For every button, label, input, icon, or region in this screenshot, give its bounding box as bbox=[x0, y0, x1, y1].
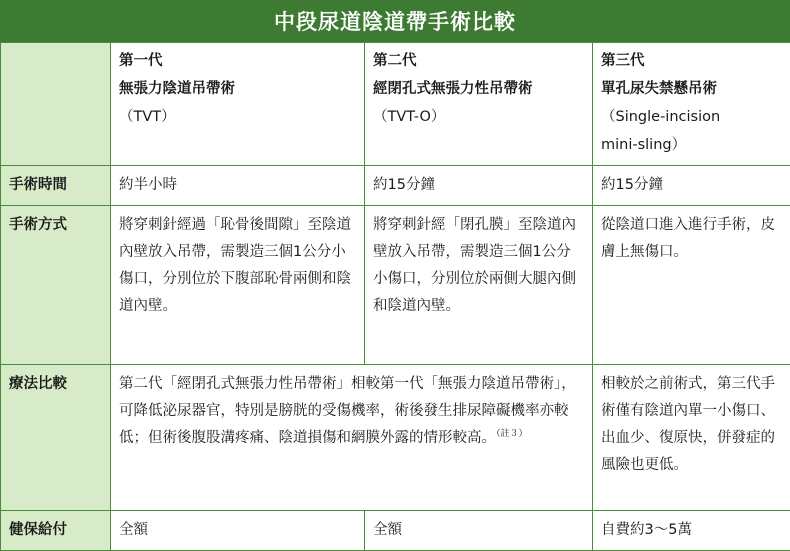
insurance-gen3: 自費約3～5萬 bbox=[593, 511, 790, 551]
time-gen3: 約15分鐘 bbox=[593, 166, 790, 206]
gen3-abbr: （Single-incision bbox=[601, 103, 782, 131]
gen3-abbr-line2: mini-sling） bbox=[601, 131, 782, 159]
time-gen2: 約15分鐘 bbox=[365, 166, 593, 206]
table-title: 中段尿道陰道帶手術比較 bbox=[0, 0, 790, 42]
gen3-name: 單孔尿失禁懸吊術 bbox=[601, 75, 782, 103]
table-row bbox=[1, 206, 790, 365]
method-gen1: 將穿刺針經過「恥骨後間隙」至陰道內壁放入吊帶，需製造三個1公分小傷口，分別位於下腹部恥骨兩側和陰道內壁。 bbox=[111, 206, 365, 365]
row-label-compare: 療法比較 bbox=[1, 365, 111, 511]
row-label-method: 手術方式 bbox=[1, 206, 111, 365]
gen1-label: 第一代 bbox=[119, 47, 356, 75]
header-row bbox=[1, 43, 790, 166]
compare-gen3: 相較於之前術式，第三代手術僅有陰道內單一小傷口、出血少、復原快，併發症的風險也更低。 bbox=[593, 365, 790, 511]
header-cell-gen3 bbox=[593, 43, 790, 166]
gen1-name: 無張力陰道吊帶術 bbox=[119, 75, 356, 103]
gen2-label: 第二代 bbox=[373, 47, 584, 75]
table-row bbox=[1, 166, 790, 206]
gen1-abbr: （TVT） bbox=[119, 103, 356, 131]
time-gen1: 約半小時 bbox=[111, 166, 365, 206]
comparison-table bbox=[0, 42, 790, 551]
header-cell-gen2 bbox=[365, 43, 593, 166]
compare-text: 第二代「經閉孔式無張力性吊帶術」相較第一代「無張力陰道吊帶術」，可降低泌尿器官，特別是膀胱的受傷機率，術後發生排尿障礙機率亦較低；但術後腹股溝疼痛、陰道損傷和網膜外露的情形較高。 bbox=[119, 376, 576, 446]
gen2-name: 經閉孔式無張力性吊帶術 bbox=[373, 75, 584, 103]
row-label-time: 手術時間 bbox=[1, 166, 111, 206]
insurance-gen1: 全額 bbox=[111, 511, 365, 551]
header-cell-gen1 bbox=[111, 43, 365, 166]
gen3-label: 第三代 bbox=[601, 47, 782, 75]
row-label-insurance: 健保給付 bbox=[1, 511, 111, 551]
compare-gen1-gen2 bbox=[111, 365, 593, 511]
gen2-abbr: （TVT-O） bbox=[373, 103, 584, 131]
footnote-ref: （註３） bbox=[496, 429, 528, 439]
table-row bbox=[1, 511, 790, 551]
method-gen3: 從陰道口進入進行手術，皮膚上無傷口。 bbox=[593, 206, 790, 365]
method-gen2: 將穿刺針經「閉孔膜」至陰道內壁放入吊帶，需製造三個1公分小傷口，分別位於兩側大腿內側和陰道內壁。 bbox=[365, 206, 593, 365]
header-corner-cell bbox=[1, 43, 111, 166]
table-row bbox=[1, 365, 790, 511]
insurance-gen2: 全額 bbox=[365, 511, 593, 551]
